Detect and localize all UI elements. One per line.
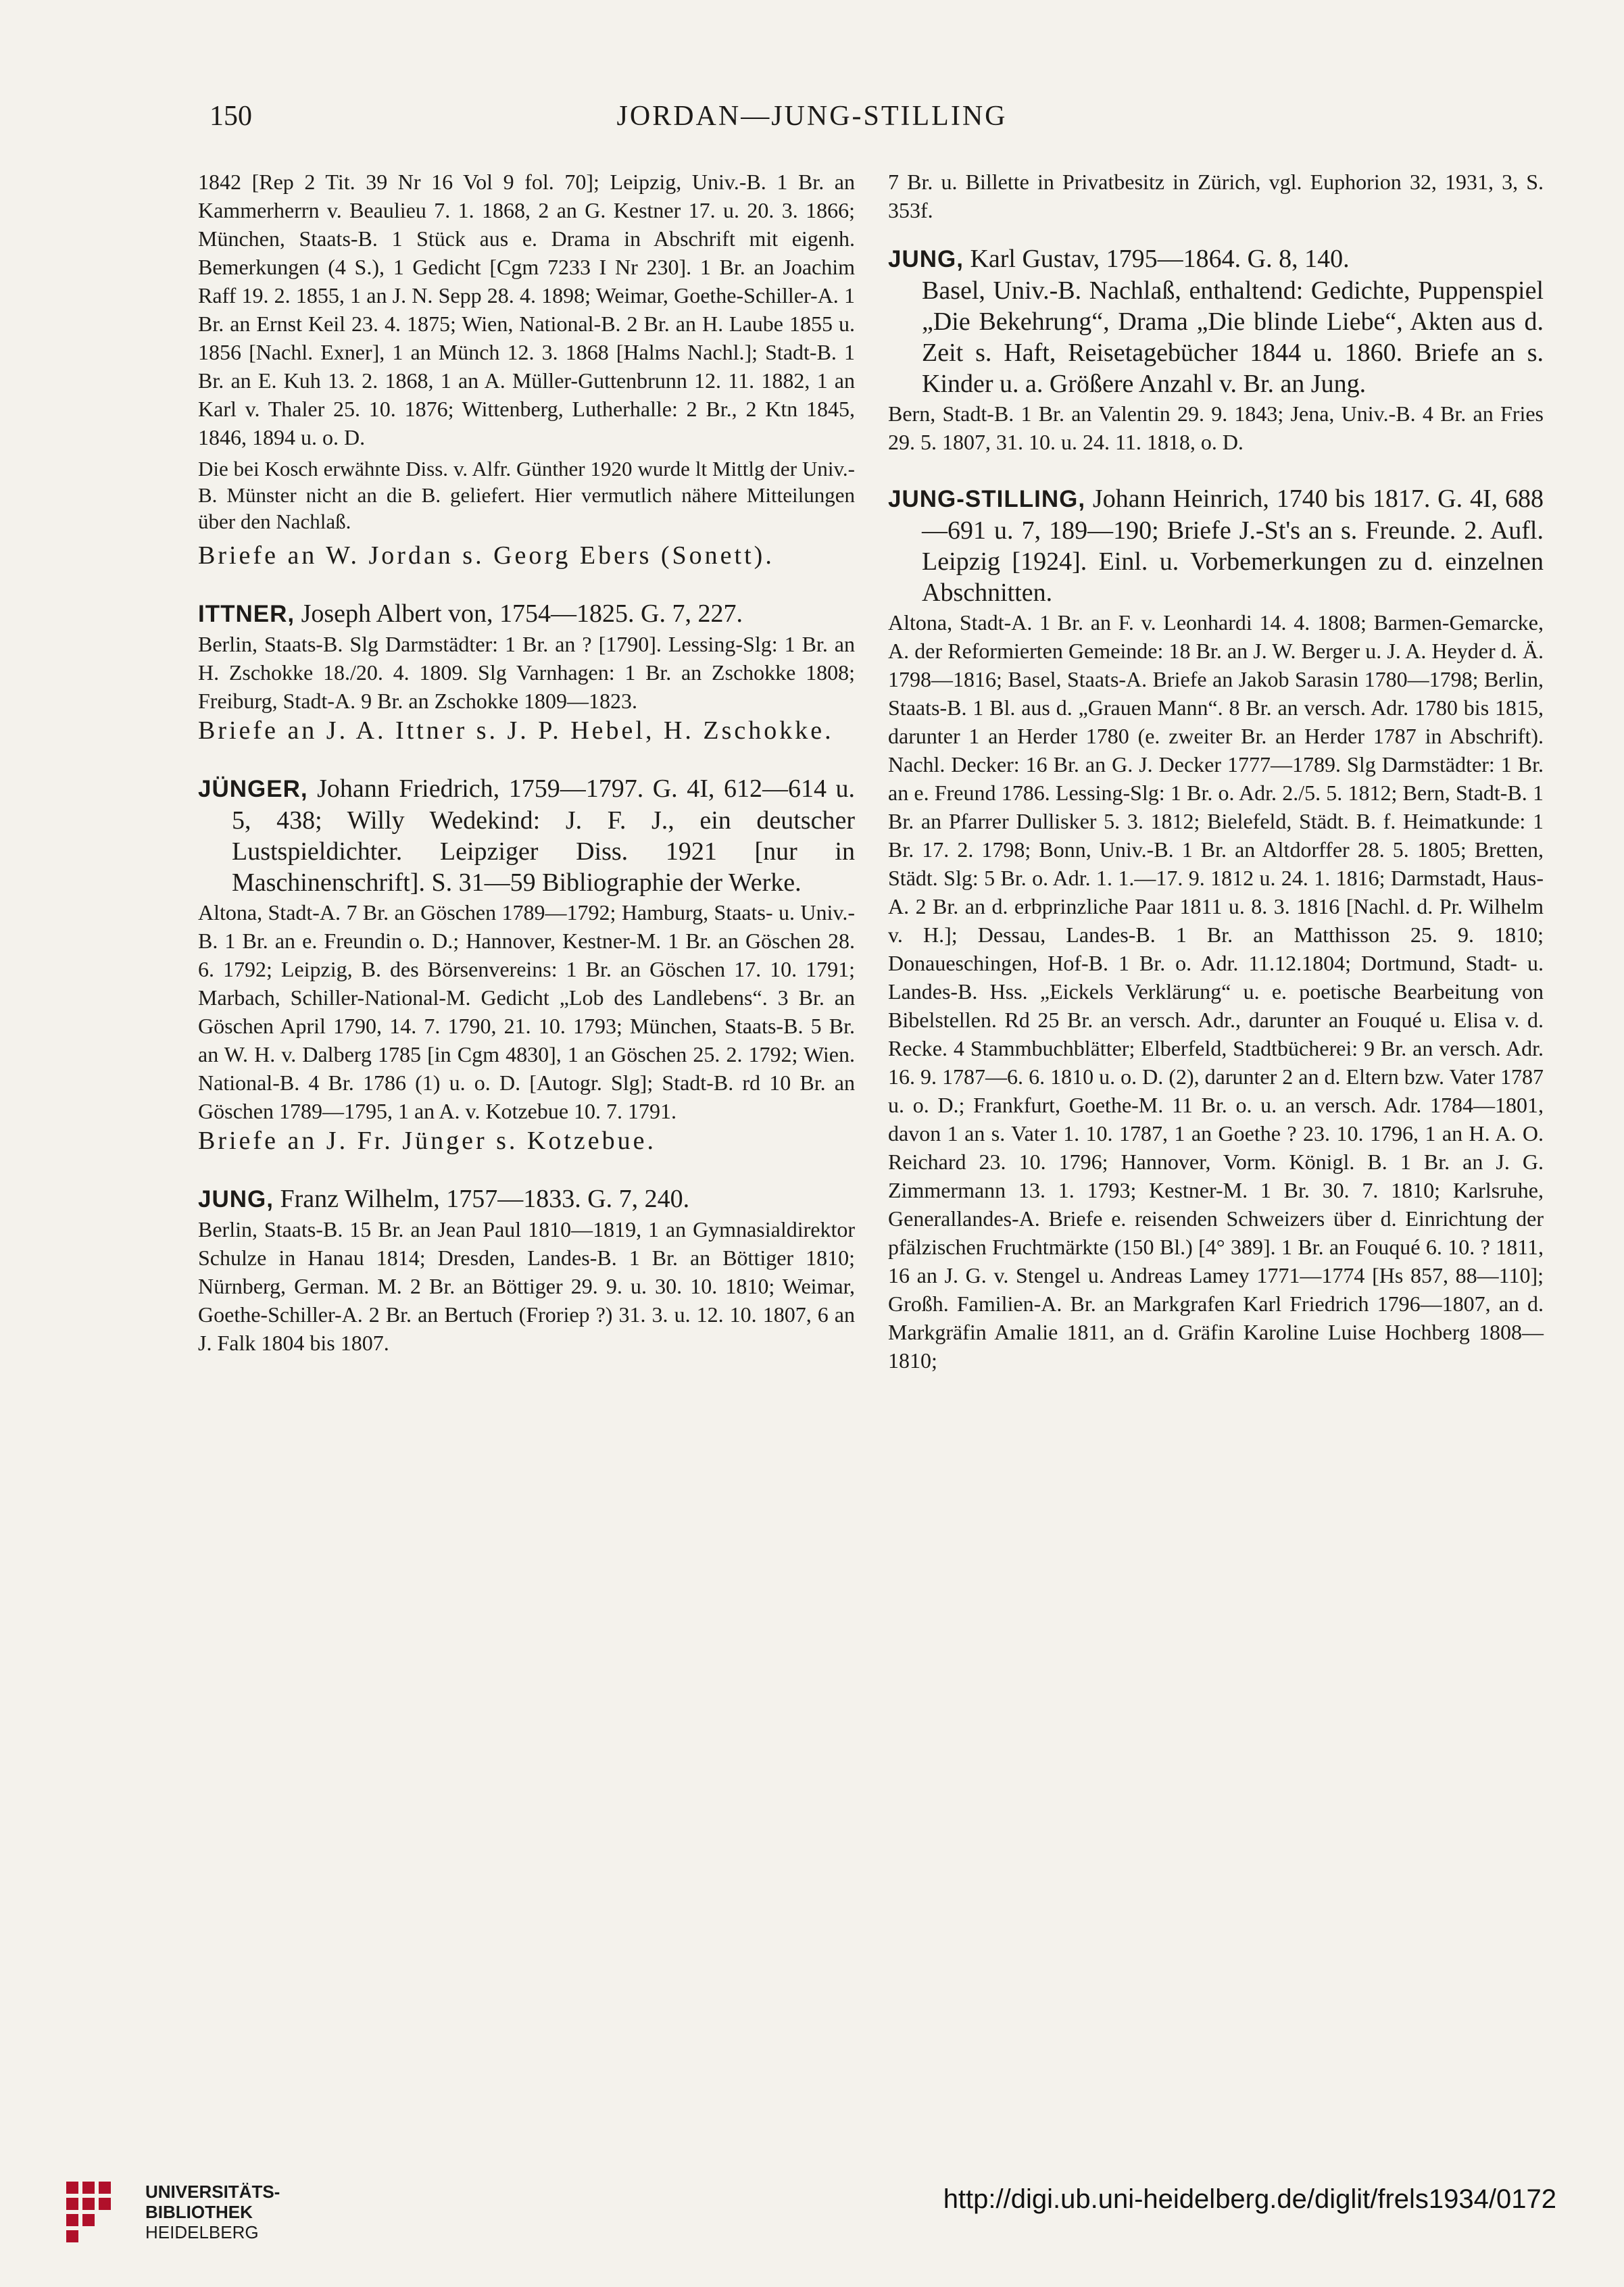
entry-head xyxy=(198,1183,855,1215)
headword: JUNG-STILLING, xyxy=(888,486,1086,512)
entry-refs: Altona, Stadt-A. 7 Br. an Göschen 1789—1792; Hamburg, Staats- u. Univ.-B. 1 Br. an e. Freundin o. D.; Hannover, Kestner-M. 1 Br. an Göschen 28. 6. 1792; Leipzig, B. des Börsenvereins: 1 Br. an Göschen 17. 10. 1791; Marbach, Schiller-National-M. Gedicht „Lob des Landlebens“. 3 Br. an Göschen April 1790, 14. 7. 1790, 21. 10. 1793; München, Staats-B. 5 Br. an W. H. v. Dalberg 1785 [in Cgm 4830], 1 an Göschen 25. 2. 1792; Wien. National-B. 4 Br. 1786 (1) u. o. D. [Autogr. Slg]; Stadt-B. rd 10 Br. an Göschen 1789—1795, 1 an A. v. Kotzebue 10. 7. 1791. xyxy=(198,900,855,1123)
running-title: JORDAN—JUNG-STILLING xyxy=(616,101,1008,132)
entry-refs: Berlin, Staats-B. 15 Br. an Jean Paul 1810—1819, 1 an Gymnasialdirektor Schulze in Hanau 1814; Dresden, Landes-B. 1 Br. an Böttiger 1810; Nürnberg, German. M. 2 Br. an Böttiger 29. 9. u. 30. 10. 1810; Weimar, Goethe-Schiller-A. 2 Br. an Bertuch (Froriep ?) 31. 3. u. 12. 10. 1807, 6 an J. Falk 1804 bis 1807. xyxy=(198,1217,855,1355)
entry-refs: Berlin, Staats-B. Slg Darmstädter: 1 Br. an ? [1790]. Lessing-Slg: 1 Br. an H. Zschokke 18./20. 4. 1809. Slg Varnhagen: 1 Br. an Zschokke 1808; Freiburg, Stadt-A. 9 Br. an Zschokke 1809—1823. xyxy=(198,632,855,713)
university-library-logo-icon xyxy=(61,2176,142,2251)
entry-head-text: Joseph Albert von, 1754—1825. G. 7, 227. xyxy=(295,599,743,628)
entry-refs: Altona, Stadt-A. 1 Br. an F. v. Leonhardi 14. 4. 1808; Barmen-Gemarcke, A. der Reformierten Gemeinde: 18 Br. an J. W. Berger u. J. A. Heyder d. Ä. 1798—1816; Basel, Staats-A. Briefe an Jakob Sarasin 1780—1798; Berlin, Staats-B. 1 Bl. aus d. „Grauen Mann“. 8 Br. an versch. Adr. 1780 bis 1815, darunter 1 an Herder 1780 (e. zweiter Br. an Herder 1787 in Abschrift). Nachl. Decker: 16 Br. an G. J. Decker 1777—1789. Slg Darmstädter: 1 Br. an e. Freund 1786. Lessing-Slg: 1 Br. o. Adr. 2./5. 5. 1812; Bern, Stadt-B. 1 Br. an Pfarrer Dullisker 5. 3. 1812; Bielefeld, Städt. B. f. Heimatkunde: 1 Br. 17. 2. 1798; Bonn, Univ.-B. 1 Br. an Altdorffer 28. 5. 1805; Bretten, Städt. Slg: 5 Br. o. Adr. 1. 1.—17. 9. 1812 u. 24. 1. 1816; Darmstadt, Haus-A. 2 Br. an d. erbprinzliche Paar 1811 u. 8. 3. 1816 [Nachl. d. Pr. Wilhelm v. H.]; Dessau, Landes-B. 1 Br. an Matthisson 25. 9. 1810; Donaueschingen, Hof-B. 1 Br. o. Adr. 11.12.1804; Dortmund, Stadt- u. Landes-B. Hss. „Eickels Verklärung“ u. e. poetische Bearbeitung von Bibelstellen. Rd 25 Br. an versch. Adr., darunter an Fouqué u. Elisa v. d. Recke. 4 Stammbuchblätter; Elberfeld, Stadtbücherei: 9 Br. an versch. Adr. 16. 9. 1787—6. 6. 1810 u. o. D. (2), darunter 2 an d. Eltern bzw. Vater 1787 u. o. D.; Frankfurt, Goethe-M. 11 Br. o. u. an versch. Adr. 1784—1801, davon 1 an s. Vater 1. 10. 1787, 1 an Goethe ? 23. 10. 1796, 1 an H. A. O. Reichard 23. 10. 1796; Hannover, Vorm. Königl. B. 1 Br. an J. G. Zimmermann 13. 1. 1793; Kestner-M. 1 Br. 30. 7. 1810; Karlsruhe, Generallandes-A. Briefe e. reisenden Schweizers über d. Einrichtung der pfälzischen Fruchtmärkte (150 Bl.) [4° 389]. 1 Br. an Fouqué 6. 10. ? 1811, 16 an J. G. v. Stengel u. Andreas Lamey 1771—1774 [Hs 857, 88—110]; Großh. Familien-A. Br. an Markgrafen Karl Friedrich 1796—1807, an d. Markgräfin Amalie 1811, an d. Gräfin Karoline Luise Hochberg 1808—1810; xyxy=(888,610,1544,1373)
headword: JUNG, xyxy=(888,246,964,272)
entry-juenger xyxy=(198,773,855,1156)
entry-ittner xyxy=(198,598,855,746)
headword: ITTNER, xyxy=(198,601,295,627)
entry-jung-stilling xyxy=(888,483,1544,1375)
nachlass-text: Basel, Univ.-B. Nachlaß, enthaltend: Gedichte, Puppenspiel „Die Bekehrung“, Drama „Die blinde Liebe“, Akten aus d. Zeit s. Haft, Reisetagebücher 1844 u. 1860. Briefe an s. Kinder u. a. Größere Anzahl v. Br. an Jung. xyxy=(922,276,1544,398)
library-name: UNIVERSITÄTS- BIBLIOTHEK HEIDELBERG xyxy=(145,2182,280,2242)
entry-head xyxy=(198,598,855,630)
entry-head xyxy=(888,243,1544,275)
entry-head-text: Karl Gustav, 1795—1864. G. 8, 140. xyxy=(963,245,1350,273)
entry-head-text: Franz Wilhelm, 1757—1833. G. 7, 240. xyxy=(273,1185,690,1213)
right-column xyxy=(888,168,1544,1402)
cross-reference: Briefe an J. Fr. Jünger s. Kotzebue. xyxy=(198,1127,656,1155)
permalink-url[interactable]: http://digi.ub.uni-heidelberg.de/diglit/frels1934/0172 xyxy=(943,2184,1556,2214)
headword: JÜNGER, xyxy=(198,776,308,802)
entry-jung-karl-gustav xyxy=(888,243,1544,456)
page-number: 150 xyxy=(210,101,252,132)
entry-refs: Bern, Stadt-B. 1 Br. an Valentin 29. 9. 1843; Jena, Univ.-B. 4 Br. an Fries 29. 5. 1807, 31. 10. u. 24. 11. 1818, o. D. xyxy=(888,401,1544,454)
left-column xyxy=(198,168,855,1384)
entry-jung-franz-wilhelm xyxy=(198,1183,855,1357)
cross-reference: Briefe an W. Jordan s. Georg Ebers (Sonett). xyxy=(198,541,774,570)
headword: JUNG, xyxy=(198,1186,274,1212)
page-header xyxy=(0,100,1624,147)
entry-head xyxy=(198,773,855,898)
entry-head xyxy=(888,483,1544,608)
footer xyxy=(0,2142,1624,2287)
entry-refs: 1842 [Rep 2 Tit. 39 Nr 16 Vol 9 fol. 70]; Leipzig, Univ.-B. 1 Br. an Kammerherrn v. Beaulieu 7. 1. 1868, 2 an G. Kestner 17. u. 20. 3. 1866; München, Staats-B. 1 Stück aus e. Drama in Abschrift mit eigenh. Bemerkungen (4 S.), 1 Gedicht [Cgm 7233 I Nr 230]. 1 Br. an Joachim Raff 19. 2. 1855, 1 an J. N. Sepp 28. 4. 1898; Weimar, Goethe-Schiller-A. 1 Br. an Ernst Keil 23. 4. 1875; Wien, National-B. 2 Br. an H. Laube 1855 u. 1856 [Nachl. Exner], 1 an Münch 12. 3. 1868 [Halms Nachl.]; Stadt-B. 1 Br. an E. Kuh 13. 2. 1868, 1 an A. Müller-Guttenbrunn 12. 11. 1882, 1 an Karl v. Thaler 25. 10. 1876; Wittenberg, Lutherhalle: 2 Br., 2 Ktn 1845, 1846, 1894 u. o. D. xyxy=(198,170,855,449)
entry-note: Die bei Kosch erwähnte Diss. v. Alfr. Günther 1920 wurde lt Mittlg der Univ.-B. Münster nicht an die B. geliefert. Hier vermutlich nähere Mitteilungen über den Nachlaß. xyxy=(198,457,855,533)
cross-reference: Briefe an J. A. Ittner s. J. P. Hebel, H. Zschokke. xyxy=(198,716,834,745)
entry-head-text: Johann Friedrich, 1759—1797. G. 4I, 612—614 u. 5, 438; Willy Wedekind: J. F. J., ein deutscher Lustspieldichter. Leipziger Diss. 1921 [nur in Maschinenschrift]. S. 31—59 Bibliographie der Werke. xyxy=(232,774,855,897)
continued-text: 7 Br. u. Billette in Privatbesitz in Zürich, vgl. Euphorion 32, 1931, 3, S. 353f. xyxy=(888,170,1544,222)
entry-jordan-continued xyxy=(198,168,855,571)
entry-head-text: Johann Heinrich, 1740 bis 1817. G. 4I, 688—691 u. 7, 189—190; Briefe J.-St's an s. Freunde. 2. Aufl. Leipzig [1924]. Einl. u. Vorbemerkungen zu d. einzelnen Abschnitten. xyxy=(922,485,1544,607)
